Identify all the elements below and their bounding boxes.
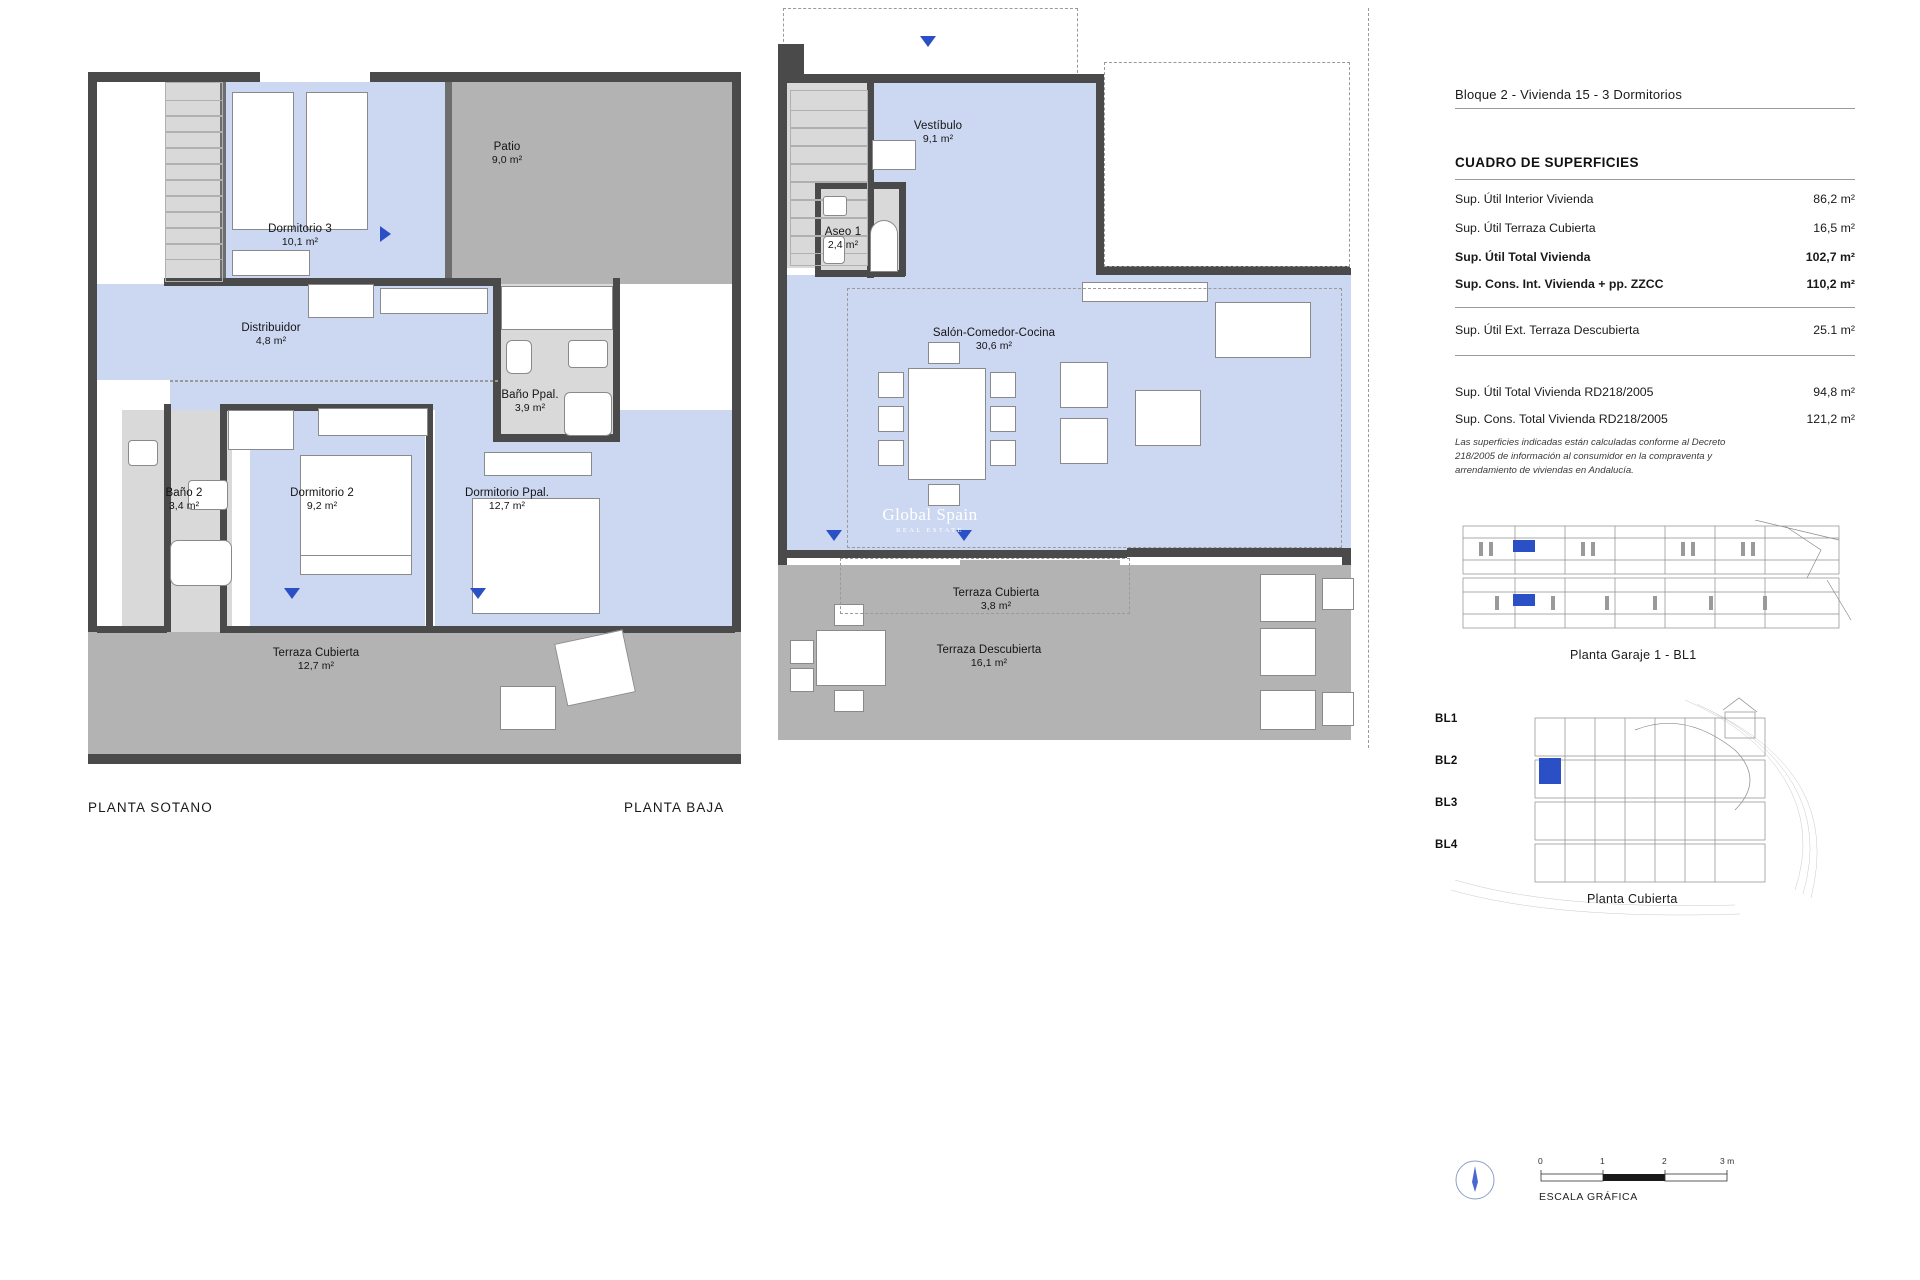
basement-partition-12 — [97, 626, 167, 633]
surfaces-note: Las superficies indicadas están calculadas conforme al Decreto 218/2005 de información al consumidor en la compraventa y arrendamiento de viviendas en Andalucía. — [1455, 437, 1726, 476]
basement-plan — [60, 0, 720, 980]
room-label — [909, 643, 1069, 671]
room-name: Terraza Cubierta — [272, 647, 360, 659]
room-name: Vestíbulo — [913, 120, 963, 132]
basement-tub-bath2 — [170, 540, 232, 586]
basement-partition-8 — [426, 404, 433, 632]
room-name: Terraza Descubierta — [936, 644, 1042, 656]
ground-right-boundary — [1368, 8, 1369, 748]
room-label — [124, 486, 244, 514]
basement-patio-fill — [450, 82, 732, 284]
ground-partition-7 — [1096, 266, 1350, 275]
ground-terrace-side-table — [1322, 578, 1354, 610]
basement-bed-3a — [232, 92, 294, 230]
roof-keyplan-caption: Planta Cubierta — [1587, 892, 1678, 906]
room-area: 12,7 m² — [488, 500, 526, 513]
basement-stair-step — [165, 116, 223, 132]
basement-partition-2 — [445, 82, 452, 284]
scale-caption: ESCALA GRÁFICA — [1539, 1191, 1638, 1203]
basement-wall-top — [88, 72, 741, 82]
room-area: 3,4 m² — [168, 500, 200, 513]
garage-keyplan-caption: Planta Garaje 1 - BL1 — [1570, 648, 1697, 662]
basement-sink-ppal — [568, 340, 608, 368]
info-panel — [1435, 0, 1875, 1280]
ground-wall-top — [778, 74, 1098, 83]
watermark-line2: REAL ESTATE — [896, 527, 964, 534]
divider — [1455, 179, 1855, 180]
unit-header: Bloque 2 - Vivienda 15 - 3 Dormitorios — [1455, 87, 1683, 102]
surface-value: 110,2 m² — [1806, 277, 1855, 291]
room-label — [256, 646, 376, 674]
surface-row — [1455, 323, 1855, 341]
room-name: Patio — [493, 141, 521, 153]
surface-value: 86,2 m² — [1813, 192, 1855, 206]
surface-value: 25.1 m² — [1813, 323, 1855, 337]
watermark — [750, 505, 1110, 534]
room-area: 3,8 m² — [980, 600, 1012, 613]
ground-terrace-side-table-2 — [1322, 692, 1354, 726]
room-name: Dormitorio Ppal. — [464, 487, 550, 499]
basement-stair-step — [165, 148, 223, 164]
basement-partition-11 — [435, 626, 735, 633]
roof-keyplan-drawing — [1435, 690, 1855, 920]
ground-terrace-chair — [790, 640, 814, 664]
basement-terrace-fill — [88, 632, 741, 754]
surface-row — [1455, 385, 1855, 403]
basement-wardrobe-3 — [232, 250, 310, 276]
surface-row — [1455, 250, 1855, 268]
basement-partition-13 — [164, 404, 171, 632]
scale-tick-2: 2 — [1662, 1156, 1667, 1166]
view-direction-marker — [920, 36, 936, 47]
basement-closet-bath2 — [228, 410, 294, 450]
garage-unit-highlight — [1513, 540, 1535, 552]
graphic-scale-drawing — [1445, 1158, 1865, 1228]
graphic-scale — [1445, 1158, 1865, 1228]
ground-plan — [624, 0, 1400, 980]
basement-wc-bath2 — [128, 440, 158, 466]
room-area: 4,8 m² — [255, 335, 287, 348]
ground-terrace-chair — [834, 690, 864, 712]
view-direction-marker — [284, 588, 300, 599]
ground-terrace-chair — [790, 668, 814, 692]
basement-guide-dashed — [170, 380, 498, 382]
ground-stair-step — [790, 146, 868, 164]
basement-wc-ppal — [506, 340, 532, 374]
scale-tick-3: 3 m — [1720, 1156, 1735, 1166]
ground-stair-step — [790, 110, 868, 128]
divider — [1455, 307, 1855, 308]
room-name: Baño 2 — [165, 487, 203, 499]
surface-row — [1455, 277, 1855, 295]
basement-wardrobe-main — [484, 452, 592, 476]
room-label — [803, 225, 883, 253]
surface-label: Sup. Útil Ext. Terraza Descubierta — [1455, 323, 1640, 337]
block-label-bl3: BL3 — [1435, 797, 1458, 809]
ground-partition-8 — [787, 550, 1127, 558]
room-name: Dormitorio 2 — [290, 487, 354, 499]
basement-partition-10 — [220, 626, 435, 633]
basement-wardrobe-2 — [318, 408, 428, 436]
block-label-bl2: BL2 — [1435, 755, 1458, 767]
surface-label: Sup. Útil Total Vivienda — [1455, 250, 1591, 264]
basement-stair-step — [165, 132, 223, 148]
ground-stair-step — [790, 164, 868, 182]
surface-row — [1455, 412, 1855, 430]
room-label — [211, 321, 331, 349]
room-area: 16,1 m² — [970, 657, 1008, 670]
ground-terrace-sofa-2 — [1260, 628, 1316, 676]
room-name: Salón-Comedor-Cocina — [932, 327, 1056, 339]
basement-closet-b — [380, 288, 488, 314]
room-label — [470, 388, 590, 416]
basement-window-top-1 — [260, 72, 370, 82]
ground-terrace-table — [816, 630, 886, 686]
garage-keyplan-drawing — [1455, 520, 1855, 650]
basement-bed-main — [472, 498, 600, 614]
selected-unit-highlight — [1539, 758, 1561, 784]
room-name: Aseo 1 — [824, 226, 862, 238]
room-name: Baño Ppal. — [501, 389, 559, 401]
block-label-bl4: BL4 — [1435, 839, 1458, 851]
surface-value: 94,8 m² — [1813, 385, 1855, 399]
surface-label: Sup. Útil Total Vivienda RD218/2005 — [1455, 385, 1654, 399]
view-direction-marker — [380, 226, 391, 242]
basement-partition-9 — [220, 404, 227, 632]
ground-stair-step — [790, 128, 868, 146]
room-name: Distribuidor — [241, 322, 301, 334]
basement-stair-step — [165, 212, 223, 228]
plan-title-basement: PLANTA SOTANO — [88, 800, 213, 815]
divider — [1455, 355, 1855, 356]
ground-terrace-lounger — [1260, 690, 1316, 730]
surface-label: Sup. Cons. Int. Vivienda + pp. ZZCC — [1455, 277, 1664, 291]
ground-partition-3 — [899, 182, 906, 276]
surface-value: 102,7 m² — [1805, 250, 1855, 264]
surfaces-table-title: CUADRO DE SUPERFICIES — [1455, 155, 1639, 170]
room-label — [262, 486, 382, 514]
room-name: Dormitorio 3 — [268, 223, 332, 235]
surface-value: 16,5 m² — [1813, 221, 1855, 235]
surface-row — [1455, 192, 1855, 210]
surface-row — [1455, 221, 1855, 239]
room-label — [447, 486, 567, 514]
room-area: 30,6 m² — [975, 340, 1013, 353]
basement-partition-6 — [613, 278, 620, 442]
room-label — [904, 326, 1084, 354]
plan-title-ground: PLANTA BAJA — [624, 800, 725, 815]
room-label — [878, 119, 998, 147]
scale-tick-1: 1 — [1600, 1156, 1605, 1166]
basement-stair-step — [165, 196, 223, 212]
garage-unit-highlight-2 — [1513, 594, 1535, 606]
basement-terrace-table — [500, 686, 556, 730]
basement-stair-step — [165, 244, 223, 260]
surface-label: Sup. Cons. Total Vivienda RD218/2005 — [1455, 412, 1668, 426]
basement-wall-bottom — [88, 754, 741, 764]
room-area: 3,9 m² — [514, 402, 546, 415]
roof-keyplan — [1435, 690, 1855, 940]
room-area: 9,2 m² — [306, 500, 338, 513]
basement-bed-3b — [306, 92, 368, 230]
room-area: 10,1 m² — [281, 236, 319, 249]
basement-closet-a — [308, 284, 374, 318]
room-label — [926, 586, 1066, 614]
room-area: 2,4 m² — [827, 239, 859, 252]
divider — [1455, 108, 1855, 109]
scale-tick-0: 0 — [1538, 1156, 1543, 1166]
room-label — [447, 140, 567, 168]
basement-stair-step — [165, 164, 223, 180]
garage-keyplan — [1455, 520, 1855, 670]
ground-partition-6 — [1096, 74, 1104, 274]
surface-label: Sup. Útil Terraza Cubierta — [1455, 221, 1596, 235]
ground-living-fill-right — [1000, 83, 1110, 275]
block-label-bl1: BL1 — [1435, 713, 1458, 725]
room-area: 9,0 m² — [491, 154, 523, 167]
ground-void-outline — [1104, 62, 1350, 267]
ground-partition-9 — [1127, 548, 1351, 557]
basement-shower-ppal — [501, 286, 613, 330]
ground-wall-top-left — [778, 44, 804, 74]
basement-bed-2-base — [300, 555, 412, 575]
surface-label: Sup. Útil Interior Vivienda — [1455, 192, 1594, 206]
basement-stair-step — [165, 180, 223, 196]
room-area: 9,1 m² — [922, 133, 954, 146]
basement-stair-step — [165, 228, 223, 244]
ground-aseo-sink — [823, 196, 847, 216]
view-direction-marker — [470, 588, 486, 599]
room-label — [240, 222, 360, 250]
room-name: Terraza Cubierta — [952, 587, 1040, 599]
basement-stair-step — [165, 100, 223, 116]
basement-partition-4 — [493, 278, 501, 442]
watermark-line1: Global Spain — [882, 505, 978, 524]
surface-value: 121,2 m² — [1806, 412, 1855, 426]
ground-terrace-sofa — [1260, 574, 1316, 622]
room-area: 12,7 m² — [297, 660, 335, 673]
